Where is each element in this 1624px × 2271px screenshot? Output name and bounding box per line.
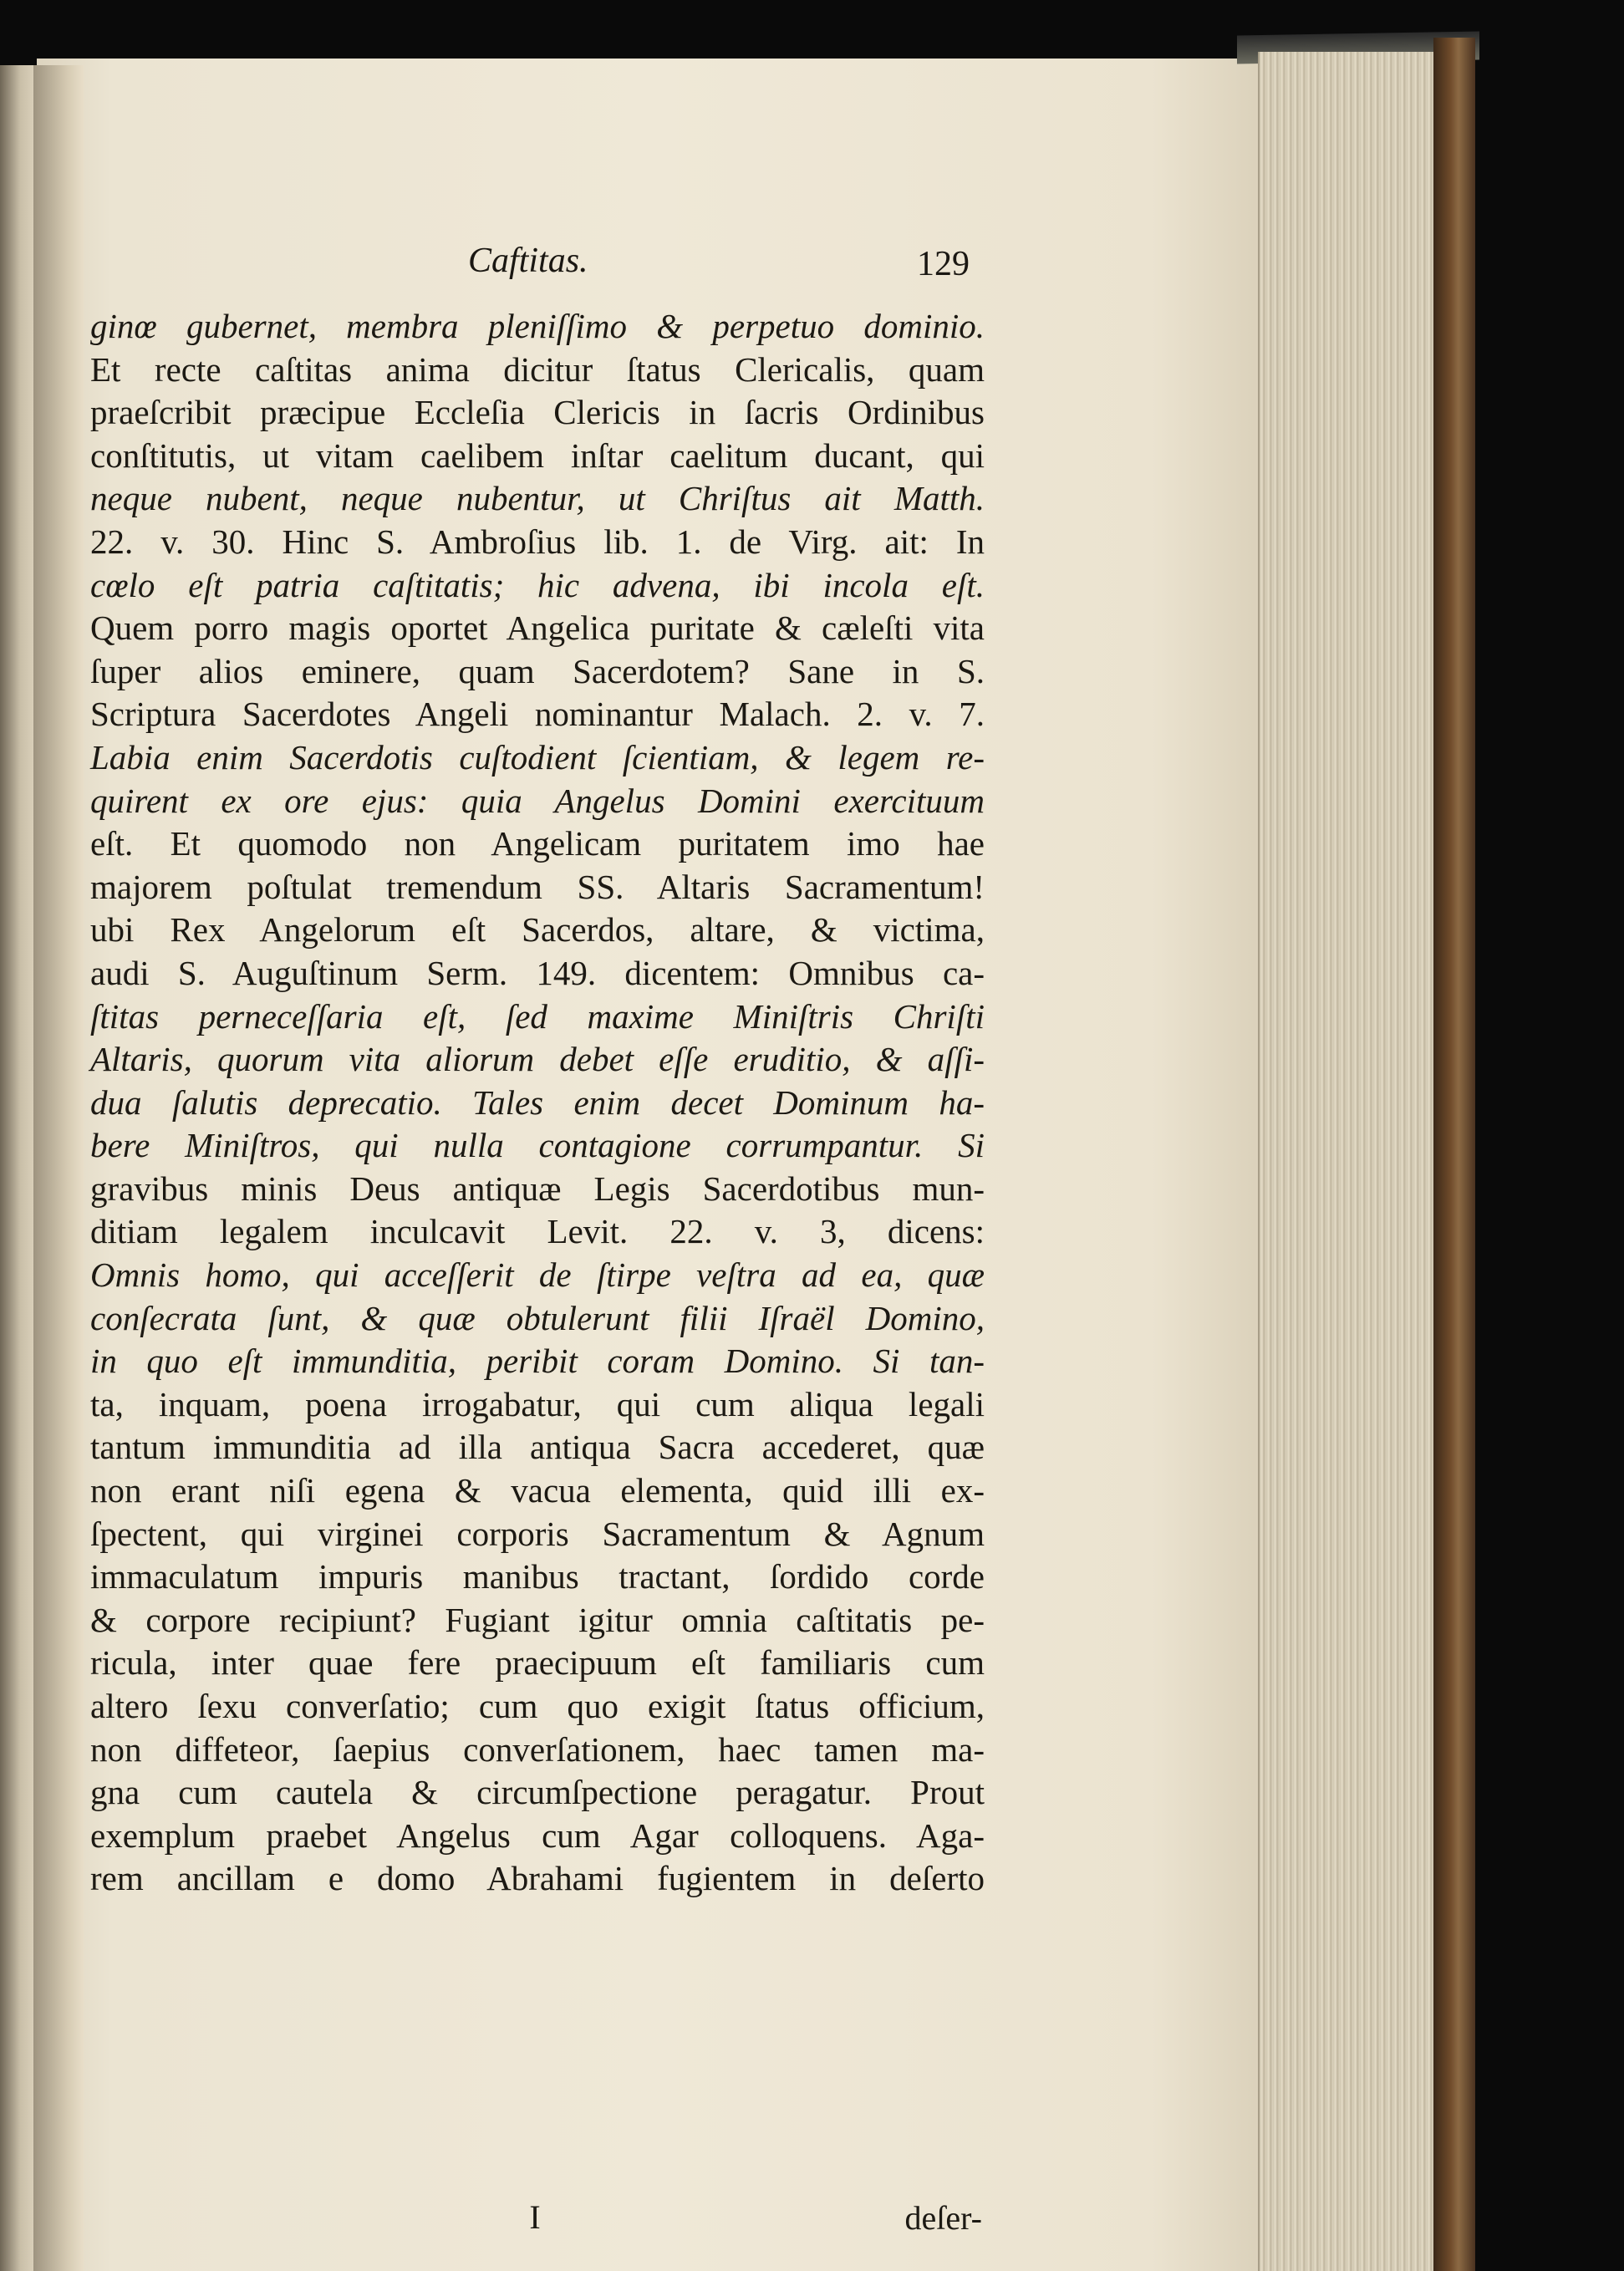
text-line: dua ſalutis deprecatio. Tales enim decet Dominum ha- [90, 1082, 985, 1122]
text-line: conſtitutis, ut vitam caelibem inſtar caelitum ducant, qui [90, 435, 985, 475]
text-line: ta, inquam, poena irrogabatur, qui cum aliqua legali [90, 1384, 985, 1423]
text-line: majorem poſtulat tremendum SS. Altaris Sacramentum! [90, 867, 985, 906]
text-line: & corpore recipiunt? Fugiant igitur omnia caſtitatis pe- [90, 1600, 985, 1639]
running-title: Caftitas. [468, 242, 588, 280]
text-line: Et recte caſtitas anima dicitur ſtatus Clericalis, quam [90, 349, 985, 389]
text-line: quirent ex ore ejus: quia Angelus Domini exercituum [90, 781, 985, 820]
catchword: deſer- [904, 2199, 982, 2237]
text-line: Quem porro magis oportet Angelica puritate & cæleſti vita [90, 608, 985, 648]
body-text [90, 305, 985, 1901]
text-line: gna cum cautela & circumſpectione peragatur. Prout [90, 1773, 985, 1812]
text-line: eſt. Et quomodo non Angelicam puritatem imo hae [90, 824, 985, 863]
text-line: Omnis homo, qui acceſſerit de ſtirpe veſtra ad ea, quæ [90, 1255, 985, 1295]
text-line: bere Miniſtros, qui nulla contagione corrumpantur. Si [90, 1126, 985, 1165]
text-line: 22. v. 30. Hinc S. Ambroſius lib. 1. de Virg. ait: In [90, 522, 985, 561]
text-line: tantum immunditia ad illa antiqua Sacra accederet, quæ [90, 1428, 985, 1467]
text-line: exemplum praebet Angelus cum Agar colloquens. Aga- [90, 1815, 985, 1855]
text-line: gravibus minis Deus antiquæ Legis Sacerdotibus mun- [90, 1169, 985, 1208]
text-line: praeſcribit præcipue Eccleſia Clericis in ſacris Ordinibus [90, 393, 985, 432]
text-line: non erant niſi egena & vacua elementa, quid illi ex- [90, 1471, 985, 1510]
text-line: ditiam legalem inculcavit Levit. 22. v. 3, dicens: [90, 1212, 985, 1251]
book-cover-spine [1433, 38, 1475, 2271]
text-line: Labia enim Sacerdotis cuſtodient ſcientiam, & legem re- [90, 737, 985, 777]
text-line: immaculatum impuris manibus tractant, ſordido corde [90, 1557, 985, 1596]
text-line: ubi Rex Angelorum eſt Sacerdos, altare, & victima, [90, 910, 985, 950]
text-line: audi S. Auguſtinum Serm. 149. dicentem: Omnibus ca- [90, 953, 985, 992]
text-line: ſtitas perneceſſaria eſt, ſed maxime Miniſtris Chriſti [90, 996, 985, 1036]
signature-mark: I [529, 2198, 541, 2236]
text-line: neque nubent, neque nubentur, ut Chriſtus ait Matth. [90, 479, 985, 518]
text-line: ginœ gubernet, membra pleniſſimo & perpetuo dominio. [90, 307, 985, 345]
text-line: conſecrata ſunt, & quæ obtulerunt filii Iſraël Domino, [90, 1298, 985, 1337]
text-line: rem ancillam e domo Abrahami fugientem in deſerto [90, 1859, 985, 1898]
text-line: cœlo eſt patria caſtitatis; hic advena, ibi incola eſt. [90, 565, 985, 604]
gutter-shadow [33, 65, 84, 2271]
text-line: ricula, inter quae fere praecipuum eſt familiaris cum [90, 1643, 985, 1683]
text-line: non diffeteor, ſaepius converſationem, haec tamen ma- [90, 1729, 985, 1769]
text-line: Scriptura Sacerdotes Angeli nominantur Malach. 2. v. 7. [90, 695, 985, 734]
text-line: Altaris, quorum vita aliorum debet eſſe eruditio, & aſſi- [90, 1040, 985, 1079]
text-line: ſpectent, qui virginei corporis Sacramentum & Agnum [90, 1514, 985, 1553]
text-line: altero ſexu converſatio; cum quo exigit ſtatus officium, [90, 1687, 985, 1725]
text-line: ſuper alios eminere, quam Sacerdotem? Sane in S. [90, 651, 985, 690]
previous-page-edge [0, 65, 37, 2271]
page-number: 129 [917, 245, 970, 283]
page-block-fore-edge [1258, 52, 1443, 2271]
text-line: in quo eſt immunditia, peribit coram Domino. Si tan- [90, 1342, 985, 1381]
